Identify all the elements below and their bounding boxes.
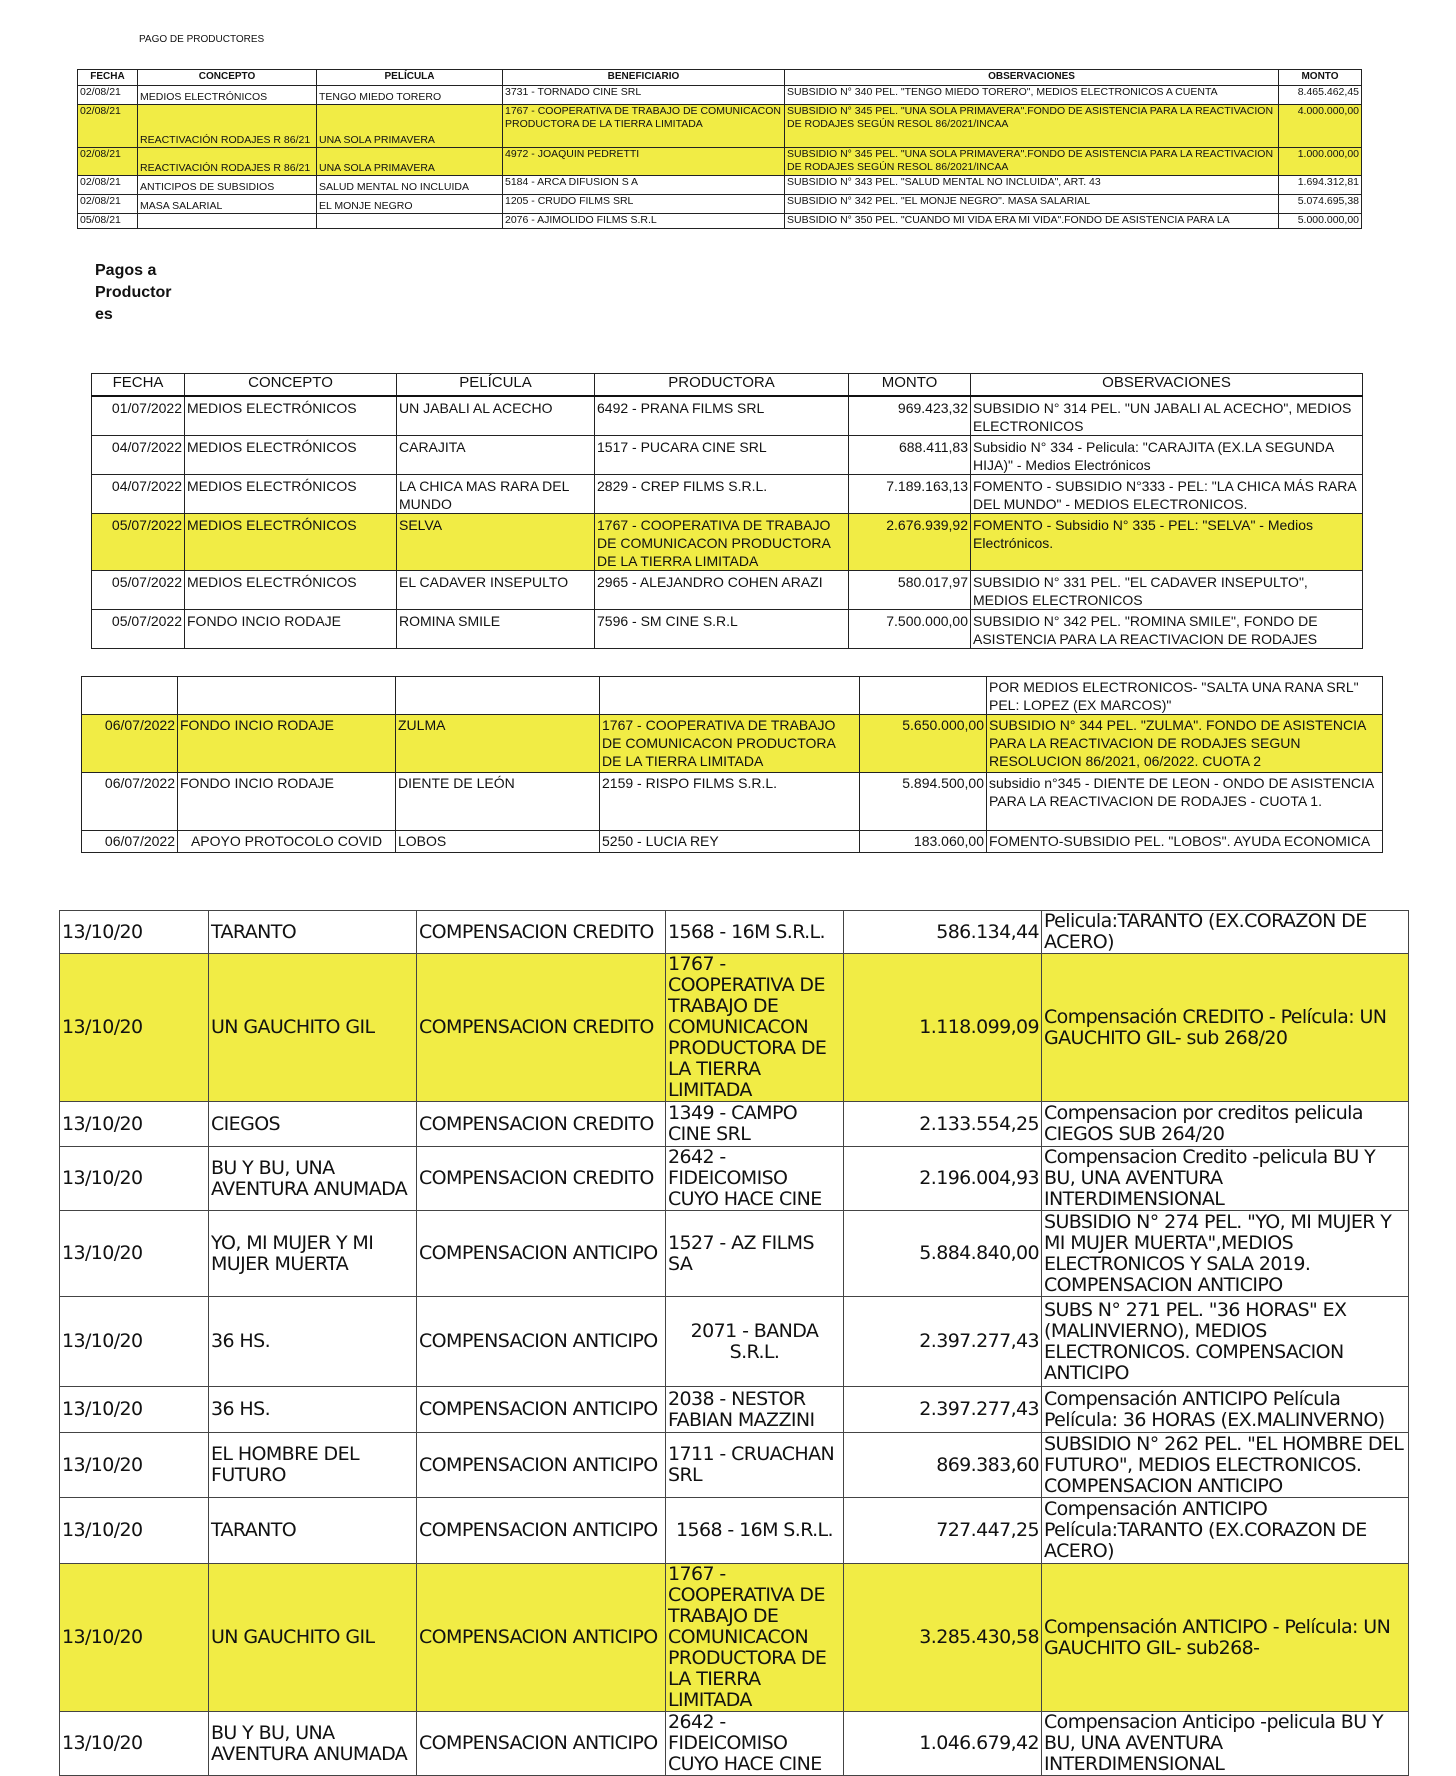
table-row <box>92 610 1363 649</box>
table-row <box>60 1211 1409 1297</box>
cell-pelicula: EL HOMBRE DEL FUTURO <box>209 1433 417 1498</box>
cell-monto: 688.411,83 <box>849 436 971 475</box>
cell-monto: 586.134,44 <box>844 911 1042 954</box>
cell-observaciones: Subsidio N° 334 - Pelicula: "CARAJITA (EX.LA SEGUNDA HIJA)" - Medios Electrónicos <box>971 436 1363 475</box>
cell-pelicula: CIEGOS <box>209 1102 417 1147</box>
cell-pelicula: SELVA <box>397 514 595 571</box>
cell-fecha: 05/08/21 <box>78 214 138 229</box>
cell-fecha: 13/10/20 <box>60 1433 209 1498</box>
cell-monto: 727.447,25 <box>844 1498 1042 1564</box>
cell-productora: 1349 - CAMPO CINE SRL <box>666 1102 844 1147</box>
compensaciones-table-2020 <box>59 910 1409 1776</box>
cell-pelicula: TARANTO <box>209 911 417 954</box>
header-beneficiario: BENEFICIARIO <box>503 70 785 86</box>
cell-beneficiario: 4972 - JOAQUIN PEDRETTI <box>503 148 785 176</box>
cell-pelicula: TENGO MIEDO TORERO <box>317 86 503 105</box>
cell-observaciones: Compensación ANTICIPO Película:TARANTO (EX.CORAZON DE ACERO) <box>1042 1498 1409 1564</box>
cell-concepto: MASA SALARIAL <box>138 195 317 214</box>
cell-productora: 7596 - SM CINE S.R.L <box>595 610 849 649</box>
cell-observaciones: Compensacion por creditos pelicula CIEGOS SUB 264/20 <box>1042 1102 1409 1147</box>
cell-monto: 5.074.695,38 <box>1279 195 1362 214</box>
pagos-productores-table-2022-cont <box>81 676 1383 853</box>
cell-productora: 1767 - COOPERATIVA DE TRABAJO DE COMUNICACON PRODUCTORA DE LA TIERRA LIMITADA <box>595 514 849 571</box>
table-row <box>60 1712 1409 1776</box>
cell-observaciones: SUBSIDIO N° 340 PEL. "TENGO MIEDO TORERO", MEDIOS ELECTRONICOS A CUENTA <box>785 86 1279 105</box>
cell-pelicula: ZULMA <box>396 715 600 773</box>
cell-observaciones: FOMENTO - Subsidio N° 335 - PEL: "SELVA" - Medios Electrónicos. <box>971 514 1363 571</box>
cell-concepto: COMPENSACION ANTICIPO <box>417 1297 666 1387</box>
cell-productora <box>600 677 860 715</box>
cell-concepto: REACTIVACIÓN RODAJES R 86/21 <box>138 148 317 176</box>
cell-monto: 969.423,32 <box>849 396 971 436</box>
cell-monto: 5.894.500,00 <box>860 773 987 831</box>
table-row-highlighted <box>78 105 1362 148</box>
header-row <box>92 374 1363 397</box>
table-row <box>60 1387 1409 1433</box>
cell-observaciones: SUBSIDIO N° 345 PEL. "UNA SOLA PRIMAVERA".FONDO DE ASISTENCIA PARA LA REACTIVACION DE RODAJES SEGÚN RESOL 86/2021/INCAA <box>785 105 1279 148</box>
cell-fecha: 13/10/20 <box>60 1211 209 1297</box>
header-concepto: CONCEPTO <box>138 70 317 86</box>
table-row <box>82 831 1383 853</box>
cell-concepto: MEDIOS ELECTRÓNICOS <box>185 396 397 436</box>
cell-concepto: MEDIOS ELECTRÓNICOS <box>185 436 397 475</box>
cell-observaciones: SUBSIDIO N° 344 PEL. "ZULMA". FONDO DE ASISTENCIA PARA LA REACTIVACION DE RODAJES SEGUN RESOLUCION 86/2021, 06/2022. CUOTA 2 <box>987 715 1383 773</box>
table-row <box>60 1147 1409 1211</box>
cell-monto: 5.000.000,00 <box>1279 214 1362 229</box>
cell-monto: 1.694.312,81 <box>1279 176 1362 195</box>
cell-monto: 5.884.840,00 <box>844 1211 1042 1297</box>
cell-concepto: COMPENSACION ANTICIPO <box>417 1433 666 1498</box>
cell-monto: 183.060,00 <box>860 831 987 853</box>
cell-monto: 869.383,60 <box>844 1433 1042 1498</box>
cell-fecha: 13/10/20 <box>60 911 209 954</box>
header-pelicula: PELÍCULA <box>397 374 595 397</box>
header-row <box>78 70 1362 86</box>
cell-concepto: COMPENSACION ANTICIPO <box>417 1498 666 1564</box>
table-row <box>78 86 1362 105</box>
cell-fecha: 13/10/20 <box>60 1498 209 1564</box>
table-row <box>60 1498 1409 1564</box>
cell-productora: 1767 - COOPERATIVA DE TRABAJO DE COMUNICACON PRODUCTORA DE LA TIERRA LIMITADA <box>600 715 860 773</box>
cell-fecha: 02/08/21 <box>78 195 138 214</box>
cell-productora: 2071 - BANDA S.R.L. <box>666 1297 844 1387</box>
cell-observaciones: FOMENTO - SUBSIDIO N°333 - PEL: "LA CHICA MÁS RARA DEL MUNDO" - MEDIOS ELECTRONICOS. <box>971 475 1363 514</box>
cell-monto: 1.046.679,42 <box>844 1712 1042 1776</box>
cell-pelicula: UNA SOLA PRIMAVERA <box>317 105 503 148</box>
cell-monto: 1.118.099,09 <box>844 954 1042 1102</box>
cell-pelicula: UN JABALI AL ACECHO <box>397 396 595 436</box>
cell-concepto: FONDO INCIO RODAJE <box>178 715 396 773</box>
cell-observaciones: SUBSIDIO N° 342 PEL. "EL MONJE NEGRO". MASA SALARIAL <box>785 195 1279 214</box>
cell-productora: 1711 - CRUACHAN SRL <box>666 1433 844 1498</box>
cell-monto: 8.465.462,45 <box>1279 86 1362 105</box>
cell-productora: 1527 - AZ FILMS SA <box>666 1211 844 1297</box>
cell-pelicula: LA CHICA MAS RARA DEL MUNDO <box>397 475 595 514</box>
cell-observaciones: POR MEDIOS ELECTRONICOS- "SALTA UNA RANA SRL" PEL: LOPEZ (EX MARCOS)" <box>987 677 1383 715</box>
cell-productora: 1517 - PUCARA CINE SRL <box>595 436 849 475</box>
cell-fecha <box>82 677 178 715</box>
cell-fecha: 13/10/20 <box>60 1147 209 1211</box>
cell-observaciones: subsidio n°345 - DIENTE DE LEON - ONDO DE ASISTENCIA PARA LA REACTIVACION DE RODAJES - CUOTA 1. <box>987 773 1383 831</box>
header-fecha: FECHA <box>92 374 185 397</box>
cell-fecha: 06/07/2022 <box>82 831 178 853</box>
cell-observaciones: FOMENTO-SUBSIDIO PEL. "LOBOS". AYUDA ECONOMICA <box>987 831 1383 853</box>
pago-productores-table-2021 <box>77 69 1362 229</box>
cell-concepto: FONDO INCIO RODAJE <box>178 773 396 831</box>
cell-fecha: 02/08/21 <box>78 105 138 148</box>
cell-fecha: 06/07/2022 <box>82 715 178 773</box>
table-row-highlighted <box>60 1564 1409 1712</box>
table-row <box>60 1102 1409 1147</box>
cell-productora: 1767 - COOPERATIVA DE TRABAJO DE COMUNICACON PRODUCTORA DE LA TIERRA LIMITADA <box>666 1564 844 1712</box>
cell-pelicula: UN GAUCHITO GIL <box>209 954 417 1102</box>
cell-concepto: FONDO INCIO RODAJE <box>185 610 397 649</box>
table-row-highlighted <box>92 514 1363 571</box>
cell-beneficiario: 3731 - TORNADO CINE SRL <box>503 86 785 105</box>
cell-pelicula <box>317 214 503 229</box>
header-observaciones: OBSERVACIONES <box>971 374 1363 397</box>
cell-concepto: APOYO PROTOCOLO COVID <box>178 831 396 853</box>
cell-concepto: MEDIOS ELECTRÓNICOS <box>185 514 397 571</box>
cell-productora: 2038 - NESTOR FABIAN MAZZINI <box>666 1387 844 1433</box>
cell-pelicula: TARANTO <box>209 1498 417 1564</box>
cell-productora: 1568 - 16M S.R.L. <box>666 911 844 954</box>
cell-concepto: MEDIOS ELECTRÓNICOS <box>185 475 397 514</box>
cell-concepto: MEDIOS ELECTRÓNICOS <box>185 571 397 610</box>
cell-observaciones: SUBSIDIO N° 314 PEL. "UN JABALI AL ACECHO", MEDIOS ELECTRONICOS <box>971 396 1363 436</box>
cell-concepto: COMPENSACION CREDITO <box>417 1102 666 1147</box>
cell-pelicula: BU Y BU, UNA AVENTURA ANUMADA <box>209 1147 417 1211</box>
cell-observaciones: SUBSIDIO N° 262 PEL. "EL HOMBRE DEL FUTURO", MEDIOS ELECTRONICOS. COMPENSACION ANTICIPO <box>1042 1433 1409 1498</box>
header-monto: MONTO <box>1279 70 1362 86</box>
cell-pelicula: DIENTE DE LEÓN <box>396 773 600 831</box>
cell-monto: 1.000.000,00 <box>1279 148 1362 176</box>
cell-fecha: 04/07/2022 <box>92 475 185 514</box>
cell-monto: 3.285.430,58 <box>844 1564 1042 1712</box>
cell-monto: 2.676.939,92 <box>849 514 971 571</box>
cell-concepto: MEDIOS ELECTRÓNICOS <box>138 86 317 105</box>
table-row <box>60 1297 1409 1387</box>
cell-productora: 2642 - FIDEICOMISO CUYO HACE CINE <box>666 1712 844 1776</box>
cell-pelicula: LOBOS <box>396 831 600 853</box>
cell-fecha: 13/10/20 <box>60 1387 209 1433</box>
cell-monto: 2.196.004,93 <box>844 1147 1042 1211</box>
cell-monto: 2.397.277,43 <box>844 1387 1042 1433</box>
cell-productora: 2642 - FIDEICOMISO CUYO HACE CINE <box>666 1147 844 1211</box>
cell-concepto: COMPENSACION CREDITO <box>417 954 666 1102</box>
cell-observaciones: SUBSIDIO N° 350 PEL. "CUANDO MI VIDA ERA MI VIDA".FONDO DE ASISTENCIA PARA LA <box>785 214 1279 229</box>
cell-monto: 5.650.000,00 <box>860 715 987 773</box>
cell-observaciones: SUBSIDIO N° 342 PEL. "ROMINA SMILE", FONDO DE ASISTENCIA PARA LA REACTIVACION DE RODAJES <box>971 610 1363 649</box>
section1-title: PAGO DE PRODUCTORES <box>139 34 265 45</box>
cell-productora: 6492 - PRANA FILMS SRL <box>595 396 849 436</box>
cell-monto: 2.397.277,43 <box>844 1297 1042 1387</box>
cell-observaciones: Compensación ANTICIPO Película Película: 36 HORAS (EX.MALINVERNO) <box>1042 1387 1409 1433</box>
cell-fecha: 13/10/20 <box>60 1297 209 1387</box>
header-fecha: FECHA <box>78 70 138 86</box>
cell-fecha: 02/08/21 <box>78 86 138 105</box>
cell-concepto <box>178 677 396 715</box>
cell-productora: 1767 - COOPERATIVA DE TRABAJO DE COMUNICACON PRODUCTORA DE LA TIERRA LIMITADA <box>666 954 844 1102</box>
cell-concepto: COMPENSACION CREDITO <box>417 911 666 954</box>
cell-monto: 7.189.163,13 <box>849 475 971 514</box>
cell-fecha: 05/07/2022 <box>92 610 185 649</box>
cell-pelicula: UN GAUCHITO GIL <box>209 1564 417 1712</box>
cell-beneficiario: 5184 - ARCA DIFUSION S A <box>503 176 785 195</box>
table-row-highlighted <box>60 954 1409 1102</box>
table-row-highlighted <box>78 148 1362 176</box>
cell-fecha: 02/08/21 <box>78 176 138 195</box>
cell-monto: 7.500.000,00 <box>849 610 971 649</box>
table-row <box>78 195 1362 214</box>
cell-observaciones: SUBSIDIO N° 343 PEL. "SALUD MENTAL NO INCLUIDA", ART. 43 <box>785 176 1279 195</box>
cell-pelicula <box>396 677 600 715</box>
cell-productora: 2159 - RISPO FILMS S.R.L. <box>600 773 860 831</box>
cell-productora: 1568 - 16M S.R.L. <box>666 1498 844 1564</box>
cell-pelicula: ROMINA SMILE <box>397 610 595 649</box>
cell-fecha: 13/10/20 <box>60 1712 209 1776</box>
cell-pelicula: 36 HS. <box>209 1297 417 1387</box>
cell-productora: 2965 - ALEJANDRO COHEN ARAZI <box>595 571 849 610</box>
cell-fecha: 04/07/2022 <box>92 436 185 475</box>
cell-observaciones: Compensacion Credito -pelicula BU Y BU, UNA AVENTURA INTERDIMENSIONAL <box>1042 1147 1409 1211</box>
cell-pelicula: 36 HS. <box>209 1387 417 1433</box>
cell-monto: 2.133.554,25 <box>844 1102 1042 1147</box>
cell-observaciones: Compensación ANTICIPO - Película: UN GAUCHITO GIL- sub268- <box>1042 1564 1409 1712</box>
cell-concepto: COMPENSACION ANTICIPO <box>417 1712 666 1776</box>
cell-observaciones: SUBSIDIO N° 331 PEL. "EL CADAVER INSEPULTO", MEDIOS ELECTRONICOS <box>971 571 1363 610</box>
table-row <box>78 176 1362 195</box>
cell-productora: 5250 - LUCIA REY <box>600 831 860 853</box>
table-row-highlighted <box>82 715 1383 773</box>
cell-observaciones: SUBSIDIO N° 274 PEL. "YO, MI MUJER Y MI MUJER MUERTA",MEDIOS ELECTRONICOS Y SALA 2019. COMPENSACION ANTICIPO <box>1042 1211 1409 1297</box>
cell-fecha: 05/07/2022 <box>92 514 185 571</box>
cell-pelicula: BU Y BU, UNA AVENTURA ANUMADA <box>209 1712 417 1776</box>
table-row <box>82 677 1383 715</box>
cell-monto <box>860 677 987 715</box>
cell-concepto: COMPENSACION ANTICIPO <box>417 1387 666 1433</box>
cell-fecha: 13/10/20 <box>60 1564 209 1712</box>
cell-monto: 580.017,97 <box>849 571 971 610</box>
header-productora: PRODUCTORA <box>595 374 849 397</box>
cell-fecha: 13/10/20 <box>60 1102 209 1147</box>
cell-productora: 2829 - CREP FILMS S.R.L. <box>595 475 849 514</box>
section2-title: Pagos a Productor es <box>95 262 172 323</box>
cell-observaciones: SUBS N° 271 PEL. "36 HORAS" EX (MALINVIERNO), MEDIOS ELECTRONICOS. COMPENSACION ANTICIPO <box>1042 1297 1409 1387</box>
cell-concepto: ANTICIPOS DE SUBSIDIOS <box>138 176 317 195</box>
cell-concepto: REACTIVACIÓN RODAJES R 86/21 <box>138 105 317 148</box>
table-row <box>92 396 1363 436</box>
table-row <box>92 475 1363 514</box>
table-row <box>60 911 1409 954</box>
cell-observaciones: Pelicula:TARANTO (EX.CORAZON DE ACERO) <box>1042 911 1409 954</box>
cell-pelicula: EL CADAVER INSEPULTO <box>397 571 595 610</box>
cell-pelicula: UNA SOLA PRIMAVERA <box>317 148 503 176</box>
cell-monto: 4.000.000,00 <box>1279 105 1362 148</box>
header-concepto: CONCEPTO <box>185 374 397 397</box>
cell-pelicula: CARAJITA <box>397 436 595 475</box>
cell-fecha: 05/07/2022 <box>92 571 185 610</box>
cell-observaciones: Compensacion Anticipo -pelicula BU Y BU, UNA AVENTURA INTERDIMENSIONAL <box>1042 1712 1409 1776</box>
header-monto: MONTO <box>849 374 971 397</box>
table-row <box>92 436 1363 475</box>
cell-fecha: 02/08/21 <box>78 148 138 176</box>
pagos-productores-table-2022 <box>91 373 1363 649</box>
table-row <box>82 773 1383 831</box>
cell-beneficiario: 1767 - COOPERATIVA DE TRABAJO DE COMUNICACON PRODUCTORA DE LA TIERRA LIMITADA <box>503 105 785 148</box>
table-row <box>60 1433 1409 1498</box>
cell-concepto: COMPENSACION CREDITO <box>417 1147 666 1211</box>
cell-pelicula: YO, MI MUJER Y MI MUJER MUERTA <box>209 1211 417 1297</box>
cell-concepto <box>138 214 317 229</box>
header-observaciones: OBSERVACIONES <box>785 70 1279 86</box>
table-row <box>78 214 1362 229</box>
cell-fecha: 06/07/2022 <box>82 773 178 831</box>
cell-pelicula: EL MONJE NEGRO <box>317 195 503 214</box>
header-pelicula: PELÍCULA <box>317 70 503 86</box>
cell-observaciones: SUBSIDIO N° 345 PEL. "UNA SOLA PRIMAVERA".FONDO DE ASISTENCIA PARA LA REACTIVACION DE RODAJES SEGÚN RESOL 86/2021/INCAA <box>785 148 1279 176</box>
cell-fecha: 13/10/20 <box>60 954 209 1102</box>
cell-concepto: COMPENSACION ANTICIPO <box>417 1211 666 1297</box>
cell-fecha: 01/07/2022 <box>92 396 185 436</box>
cell-observaciones: Compensación CREDITO - Película: UN GAUCHITO GIL- sub 268/20 <box>1042 954 1409 1102</box>
table-row <box>92 571 1363 610</box>
cell-pelicula: SALUD MENTAL NO INCLUIDA <box>317 176 503 195</box>
cell-beneficiario: 1205 - CRUDO FILMS SRL <box>503 195 785 214</box>
cell-concepto: COMPENSACION ANTICIPO <box>417 1564 666 1712</box>
cell-beneficiario: 2076 - AJIMOLIDO FILMS S.R.L <box>503 214 785 229</box>
